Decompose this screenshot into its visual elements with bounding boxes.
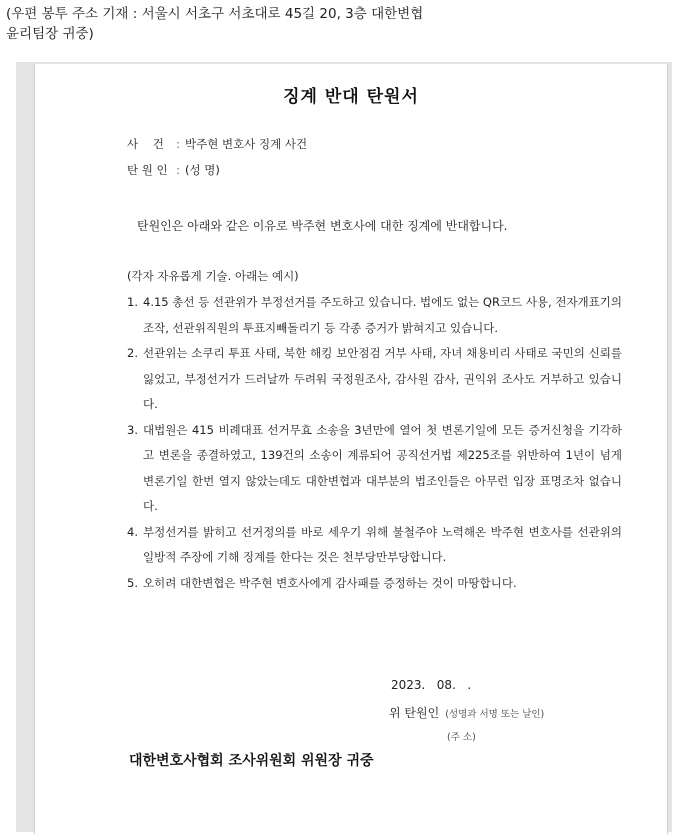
list-item [127,571,622,597]
example-note: (각자 자유롭게 기술. 아래는 예시) [127,269,299,283]
date-line: 2023. 08. . [391,678,472,692]
list-item [127,520,622,571]
address-line: (주 소) [447,732,476,743]
petitioner-separator: : [176,163,180,177]
list-item [127,418,622,520]
signer-label: 위 탄원인 [389,706,440,720]
item-text: 4.15 총선 등 선관위가 부정선거를 주도하고 있습니다. 법에도 없는 QR코드 사용, 전자개표기의 조작, 선관위직원의 투표지빼돌리기 등 각종 증거가 밝혀지고 있습니다. [143,295,622,335]
case-label: 사 건 [127,137,164,151]
document-page [34,64,668,834]
reason-list [127,290,622,596]
item-number: 1. [127,295,138,309]
item-number: 5. [127,575,138,590]
item-number: 4. [127,524,138,539]
list-item [127,290,622,341]
petitioner-label: 탄 원 인 [127,163,168,177]
item-text: 오히려 대한변협은 박주현 변호사에게 감사패를 증정하는 것이 마땅합니다. [143,575,517,590]
case-separator: : [176,137,180,151]
petitioner-value: (성 명) [185,163,220,177]
petitioner-line [127,162,220,178]
envelope-address-caption: (우편 봉투 주소 기재 : 서울시 서초구 서초대로 45길 20, 3층 대한변협 윤리팀장 귀중) [6,6,424,42]
list-item [127,341,622,418]
case-value: 박주현 변호사 징계 사건 [185,137,308,151]
intro-paragraph: 탄원인은 아래와 같은 이유로 박주현 변호사에 대한 징계에 반대합니다. [137,219,508,233]
item-text: 선관위는 소쿠리 투표 사태, 북한 해킹 보안점검 거부 사태, 자녀 채용비리 사태로 국민의 신뢰를 잃었고, 부정선거가 드러날까 두려워 국정원조사, 감사원 감사, 권익위 조사도 거부하고 있습니다. [143,346,622,411]
recipient-line: 대한변호사협회 조사위원회 위원장 귀중 [129,753,374,769]
item-number: 3. [127,422,138,437]
item-text: 부정선거를 밝히고 선거정의를 바로 세우기 위해 불철주야 노력해온 박주현 변호사를 선관위의 일방적 주장에 기해 징계를 한다는 것은 천부당만부당합니다. [143,524,622,564]
document-title: 징계 반대 탄원서 [283,87,419,107]
case-line [127,136,307,152]
item-number: 2. [127,346,138,360]
signer-note: (성명과 서명 또는 날인) [445,709,545,720]
signer-line [389,704,544,721]
item-text: 대법원은 415 비례대표 선거무효 소송을 3년만에 열어 첫 변론기일에 모든 증거신청을 기각하고 변론을 종결하였고, 139건의 소송이 계류되어 공직선거법 제225조를 위반하여 1년이 넘게 변론기일 한번 열지 않았는데도 대한변협과 대부분의 법조인들은 아무런 입장 표명조차 없습니다. [143,422,622,513]
